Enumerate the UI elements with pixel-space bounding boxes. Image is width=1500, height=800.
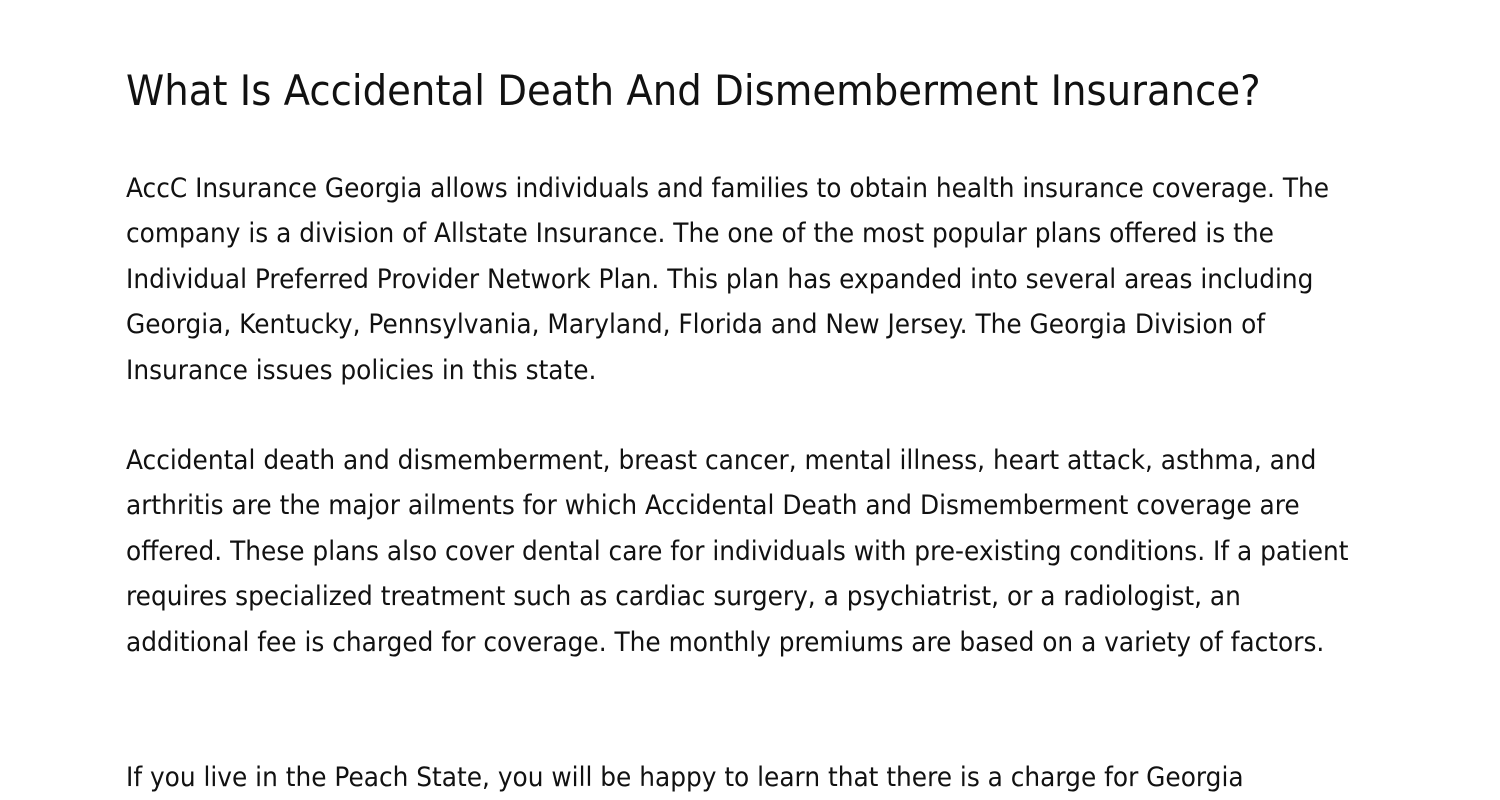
paragraph-1: AccC Insurance Georgia allows individuals and families to obtain health insurance coverage. The company is a division of Allstate Insurance. The one of the most popular plans offered is the Individual Preferred Provider Network Plan. This plan has expanded into several areas including Georgia, Kentucky, Pennsylvania, Maryland, Florida and New Jersey. The Georgia Division of Insurance issues policies in this state. <box>126 173 1330 386</box>
paragraph-2: Accidental death and dismemberment, breast cancer, mental illness, heart attack, asthma, and arthritis are the major ailments for which Accidental Death and Dismemberment coverage are offered. These plans also cover dental care for individuals with pre-existing conditions. If a patient requires specialized treatment such as cardiac surgery, a psychiatrist, or a radiologist, an additional fee is charged for coverage. The monthly premiums are based on a variety of factors. <box>126 445 1349 658</box>
paragraph-3: If you live in the Peach State, you will be happy to learn that there is a charge for Georgia <box>126 762 1244 793</box>
page-title: What Is Accidental Death And Dismemberment Insurance? <box>126 66 1261 115</box>
